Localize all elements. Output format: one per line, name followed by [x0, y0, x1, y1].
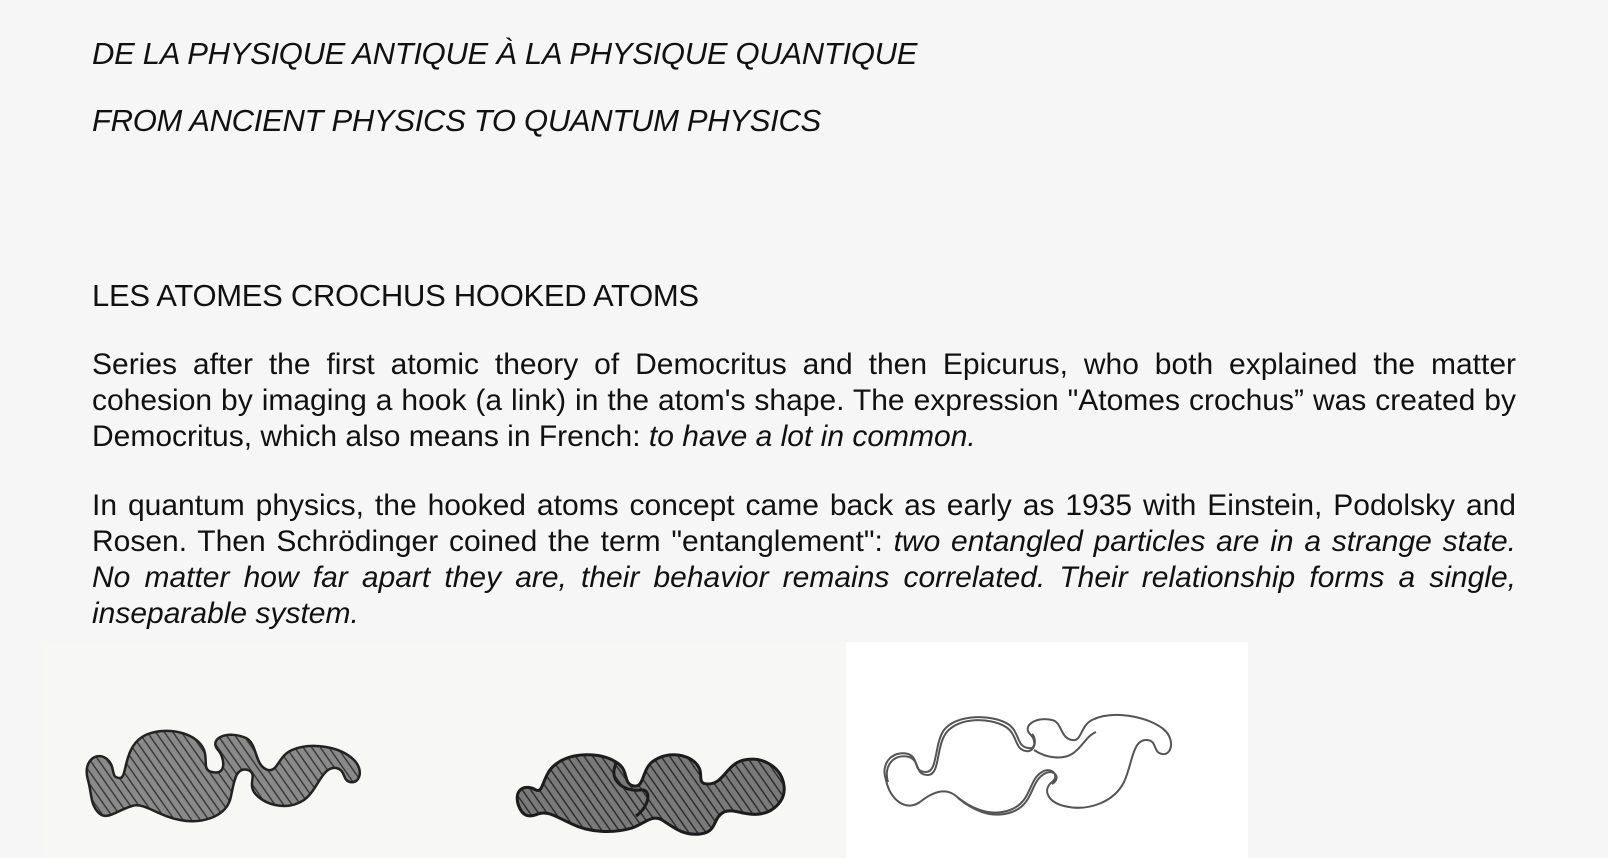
paragraph-2-italic: two entangled particles are in a strange state. No matter how far apart they are, their behavior remains correlated. Their relationship forms a single, inseparable system. — [92, 525, 1516, 630]
title-english: FROM ANCIENT PHYSICS TO QUANTUM PHYSICS — [92, 103, 821, 138]
paragraph-quantum-entanglement — [92, 488, 1516, 632]
hooked-atoms-separate-drawing — [78, 720, 378, 836]
paragraph-1-text: Series after the first atomic theory of Democritus and then Epicurus, who both explained the matter cohesion by imaging a hook (a link) in the atom's shape. The expression "Atomes crochus” was created by Democritus, which also means in French: — [92, 348, 1516, 453]
section-title: LES ATOMES CROCHUS HOOKED ATOMS — [92, 278, 699, 313]
title-french: DE LA PHYSIQUE ANTIQUE À LA PHYSIQUE QUANTIQUE — [92, 36, 918, 71]
hooked-atoms-joined-drawing — [512, 740, 792, 840]
paragraph-2-text: In quantum physics, the hooked atoms concept came back as early as 1935 with Einstein, Podolsky and Rosen. Then Schrödinger coined the term "entanglement": — [92, 489, 1516, 558]
hooked-atoms-outline-drawing — [876, 710, 1186, 830]
paragraph-hooked-atoms-history — [92, 347, 1516, 455]
paragraph-1-italic: to have a lot in common. — [648, 420, 976, 453]
